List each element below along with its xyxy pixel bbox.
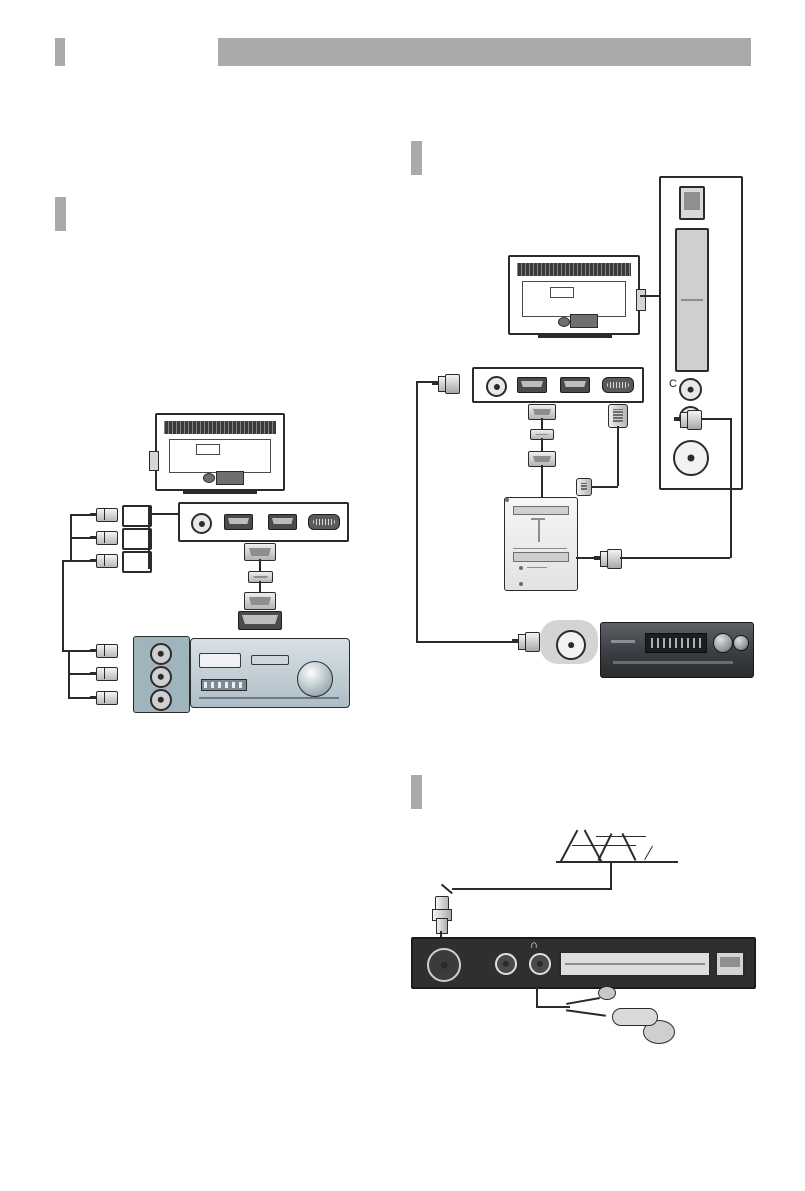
pc-port-dot-3: [519, 582, 523, 586]
tv-top-band: [164, 421, 276, 434]
dvd-rca-out-video[interactable]: [150, 643, 172, 665]
tv-back-recess: [550, 287, 574, 298]
hdmi-2-port[interactable]: [560, 377, 590, 393]
tv-rear-jack-block: [216, 471, 244, 485]
tv-screen: [155, 413, 285, 491]
audio-out-jack[interactable]: [495, 953, 517, 975]
antenna-rf-in[interactable]: [427, 948, 461, 982]
pc-tower: [504, 497, 578, 591]
section-tick-dvd: [55, 197, 66, 231]
tv-bottom-panel: [411, 937, 756, 989]
vga-plug-pc-end[interactable]: [576, 478, 592, 496]
tv-set-left: [155, 413, 285, 491]
amp-cable-seg-2: [416, 381, 418, 641]
hdmi-2-port[interactable]: [268, 514, 297, 530]
rca-cable-to-dvd-2: [68, 673, 90, 675]
tv-connector-panel-right: [472, 367, 644, 403]
tv-stand: [183, 491, 257, 494]
antenna-boom: [556, 861, 678, 863]
vga-cable-seg-2: [588, 486, 618, 488]
amp-knob-2[interactable]: [733, 635, 749, 651]
headphone-cable-seg-2: [536, 1006, 570, 1008]
dvd-output-jack-panel: [133, 636, 190, 713]
rca-plug-audio-left-dvd[interactable]: [90, 667, 116, 679]
tv-top-band: [517, 263, 631, 276]
coax-plug-pc-audio[interactable]: [594, 549, 620, 567]
terminal-bus-wire: [148, 505, 150, 569]
pc-port-dot-2: [505, 498, 509, 502]
rca-cable-to-dvd-1: [62, 650, 90, 652]
header-bar: [218, 38, 751, 66]
hdmi-cable-seg-2: [541, 438, 543, 452]
headphone-cable-seg-4: [566, 997, 600, 1004]
tv-connector-panel-left: [178, 502, 349, 542]
dvd-disc-tray[interactable]: [199, 653, 241, 668]
coax-plug-amp-end[interactable]: [512, 632, 538, 650]
antenna-element-5: [644, 846, 653, 861]
av-in-composite-jack[interactable]: [191, 513, 212, 534]
coax-plug-body-bottom: [436, 918, 448, 934]
ci-card-slot[interactable]: [675, 228, 709, 372]
rca-cable-bus-lower: [68, 650, 70, 697]
vga-pc-in-port[interactable]: [308, 514, 340, 530]
pc-port-label-line: [527, 567, 547, 568]
pc-audio-cable-seg-1: [576, 557, 596, 559]
hdmi-cable-seg-3: [541, 465, 543, 499]
antenna-rf-in[interactable]: [673, 440, 709, 476]
headphone-jack[interactable]: [529, 953, 551, 975]
amp-cable-seg-3: [416, 641, 512, 643]
tv-screen: [508, 255, 640, 335]
dvd-button-row[interactable]: [201, 679, 247, 691]
headphone-cable-seg-3: [566, 1009, 606, 1016]
dvd-hdmi-out-port[interactable]: [238, 611, 282, 630]
tv-set-right: [508, 255, 640, 335]
rca-plug-video-tv[interactable]: [90, 508, 116, 520]
headphone-jack[interactable]: [679, 378, 702, 401]
hdmi-1-port[interactable]: [224, 514, 253, 530]
rca-cable-2: [70, 537, 92, 539]
headphone-cable-seg-1: [536, 985, 538, 1007]
coax-plug-side-audio-out[interactable]: [674, 410, 700, 428]
vga-plug-tv-end[interactable]: [608, 404, 628, 428]
coax-plug-audio-in[interactable]: [432, 374, 458, 392]
av-in-composite-jack[interactable]: [486, 376, 507, 397]
tv-side-input-tab: [149, 451, 159, 471]
amp-knob-1[interactable]: [713, 633, 733, 653]
vga-cable-seg-1: [617, 426, 619, 486]
tv-back-recess: [196, 444, 220, 454]
pc-audio-cable-seg-4: [700, 418, 731, 420]
terminal-wire-1: [148, 513, 180, 515]
antenna-crossbar-2: [596, 836, 646, 837]
antenna-crossbar-1: [572, 845, 636, 846]
dvd-front-display: [251, 655, 289, 665]
headphone-icon: ∩: [530, 939, 538, 951]
vga-pc-in-port[interactable]: [602, 377, 634, 393]
header-tick-mark: [55, 38, 65, 66]
tv-back-panel: [522, 281, 626, 317]
pc-cable-stub: [538, 520, 540, 542]
tv-rear-jack-round: [203, 473, 215, 483]
amp-display: [645, 633, 707, 653]
rca-plug-audio-right-tv[interactable]: [90, 554, 116, 566]
pc-divider: [513, 548, 567, 549]
rca-cable-3: [70, 560, 92, 562]
hdmi-1-port[interactable]: [517, 377, 547, 393]
rca-cable-down: [62, 560, 64, 650]
amp-button-strip[interactable]: [613, 661, 733, 664]
pc-port-dot-1: [519, 566, 523, 570]
tv-side-input-tab: [636, 289, 646, 311]
ci-slot-label: C: [669, 378, 677, 390]
rca-cable-to-dvd-3: [68, 697, 90, 699]
section-tick-pc-amp: [411, 141, 422, 175]
section-tick-antenna: [411, 775, 422, 809]
coax-plug-antenna[interactable]: [428, 896, 454, 938]
pc-audio-cable-seg-2: [620, 557, 730, 559]
rca-plug-audio-right-dvd[interactable]: [90, 691, 116, 703]
amp-audio-input-jack[interactable]: [556, 630, 586, 660]
rca-plug-audio-left-tv[interactable]: [90, 531, 116, 543]
dvd-base-line: [199, 697, 339, 699]
tv-rear-jack-block: [570, 314, 598, 328]
tv-stand: [538, 335, 612, 338]
tv-back-panel: [169, 439, 271, 473]
pc-expansion-slot[interactable]: [513, 552, 569, 562]
usb-port[interactable]: [679, 186, 705, 220]
dvd-rca-out-audio-left[interactable]: [150, 666, 172, 688]
dvd-jog-knob[interactable]: [297, 661, 333, 697]
pc-optical-drive[interactable]: [513, 506, 569, 515]
tv-rear-jack-round: [558, 317, 570, 327]
av-amplifier: [600, 622, 754, 678]
ci-card-slot[interactable]: [559, 951, 711, 977]
pc-audio-cable-seg-3: [730, 418, 732, 558]
dvd-rca-out-audio-right[interactable]: [150, 689, 172, 711]
headphone-earpiece-left: [598, 986, 616, 1000]
hdmi-cable-ferrite: [248, 571, 273, 583]
rca-plug-video-dvd[interactable]: [90, 644, 116, 656]
antenna-downlead-h: [452, 888, 612, 890]
rca-cable-join: [62, 560, 71, 562]
amp-logo-bar: [611, 640, 635, 643]
headphone-band: [612, 1008, 658, 1026]
rca-cable-1: [70, 514, 92, 516]
antenna-downlead-v: [610, 861, 612, 889]
hdmi-plug-bottom[interactable]: [244, 592, 276, 610]
dvd-player: [190, 638, 350, 708]
usb-port[interactable]: [715, 951, 745, 977]
amp-cable-seg-1: [416, 381, 434, 383]
